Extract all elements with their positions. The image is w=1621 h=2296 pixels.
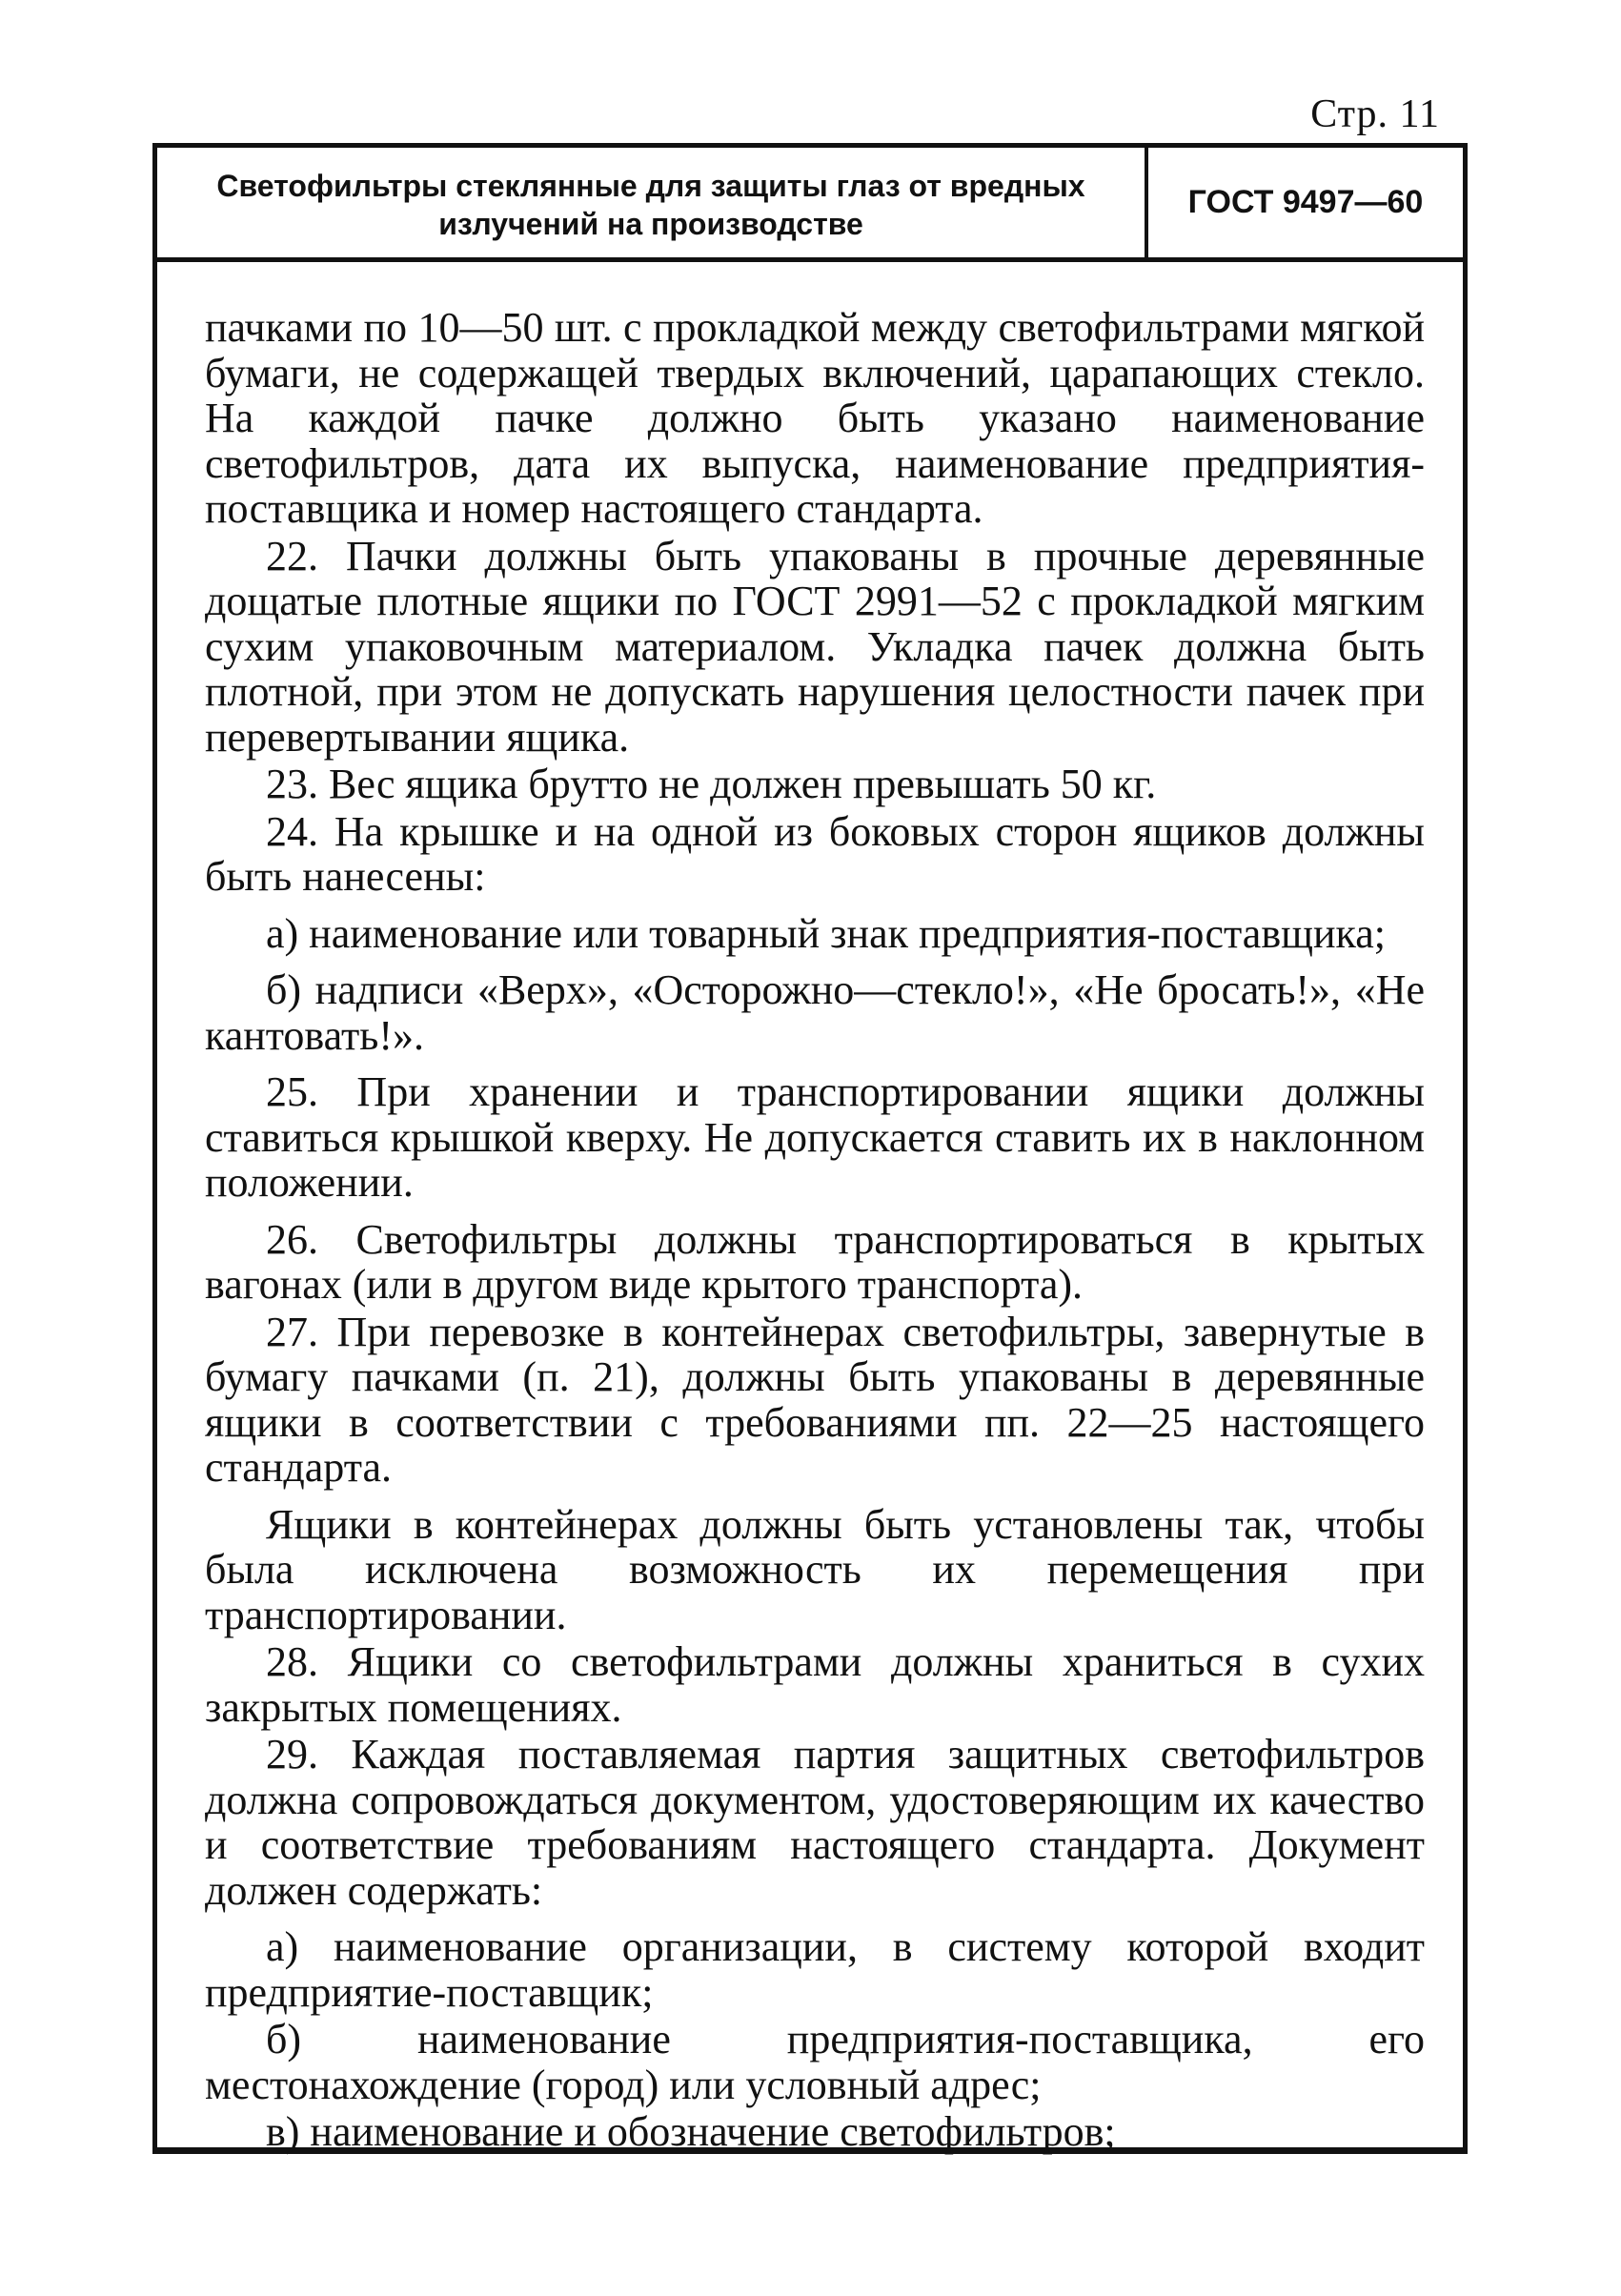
paragraph-29-v: в) наименование и обозначение светофильтров; (266, 2108, 1116, 2155)
paragraph-28: 28. Ящики со светофильтрами должны храниться в сухих закрытых помещениях. (205, 1638, 1425, 1731)
paragraph-27-containers: Ящики в контейнерах должны быть установлены так, чтобы была исключена возможность их перемещения при транспортировании. (205, 1500, 1425, 1638)
page-number: Стр. 11 (1310, 92, 1440, 136)
standard-code: ГОСТ 9497—60 (1187, 184, 1424, 220)
paragraph-29-b: б) наименование предприятия-поставщика, его местонахождение (город) или условный адрес; (205, 2016, 1425, 2108)
paragraph-22: 22. Пачки должны быть упакованы в прочные деревянные дощатые плотные ящики по ГОСТ 2991—52 с прокладкой мягким сухим упаковочным материалом. Укладка пачек должна быть плотной, при этом не допускать нарушения целостности пачек при перевертывании ящика. (205, 532, 1425, 761)
document-body (205, 305, 1425, 2157)
paragraph-23: 23. Вес ящика брутто не должен превышать 50 кг. (266, 761, 1157, 807)
document-frame (152, 143, 1468, 2154)
paragraph-29-a: а) наименование организации, в систему которой входит предприятие-поставщик; (205, 1923, 1425, 2016)
paragraph-27: 27. При перевозке в контейнерах светофильтры, завернутые в бумагу пачками (п. 21), должны быть упакованы в деревянные ящики в соответствии с требованиями пп. 22—25 настоящего стандарта. (205, 1308, 1425, 1491)
paragraph-24-a: а) наименование или товарный знак предприятия-поставщика; (266, 909, 1387, 957)
header-block (157, 148, 1463, 262)
paragraph-24-b: б) надписи «Верх», «Осторожно—стекло!», «Не бросать!», «Не кантовать!». (205, 966, 1425, 1059)
document-title: Светофильтры стеклянные для защиты глаз от вредных излучений на производстве (157, 148, 1148, 257)
paragraph-continuation: пачками по 10—50 шт. с прокладкой между светофильтрами мягкой бумаги, не содержащей твердых включений, царапающих стекло. На каждой пачке должно быть указано наименование светофильтров, дата их выпуска, наименование предприятия-поставщика и номер настоящего стандарта. (205, 304, 1425, 532)
paragraph-25: 25. При хранении и транспортировании ящики должны ставиться крышкой кверху. Не допускается ставить их в наклонном положении. (205, 1068, 1425, 1206)
paragraph-29: 29. Каждая поставляемая партия защитных светофильтров должна сопровождаться документом, удостоверяющим их качество и соответствие требованиям настоящего стандарта. Документ должен содержать: (205, 1731, 1425, 1914)
paragraph-24: 24. На крышке и на одной из боковых сторон ящиков должны быть нанесены: (205, 807, 1425, 900)
paragraph-26: 26. Светофильтры должны транспортироваться в крытых вагонах (или в другом виде крытого транспорта). (205, 1215, 1425, 1308)
